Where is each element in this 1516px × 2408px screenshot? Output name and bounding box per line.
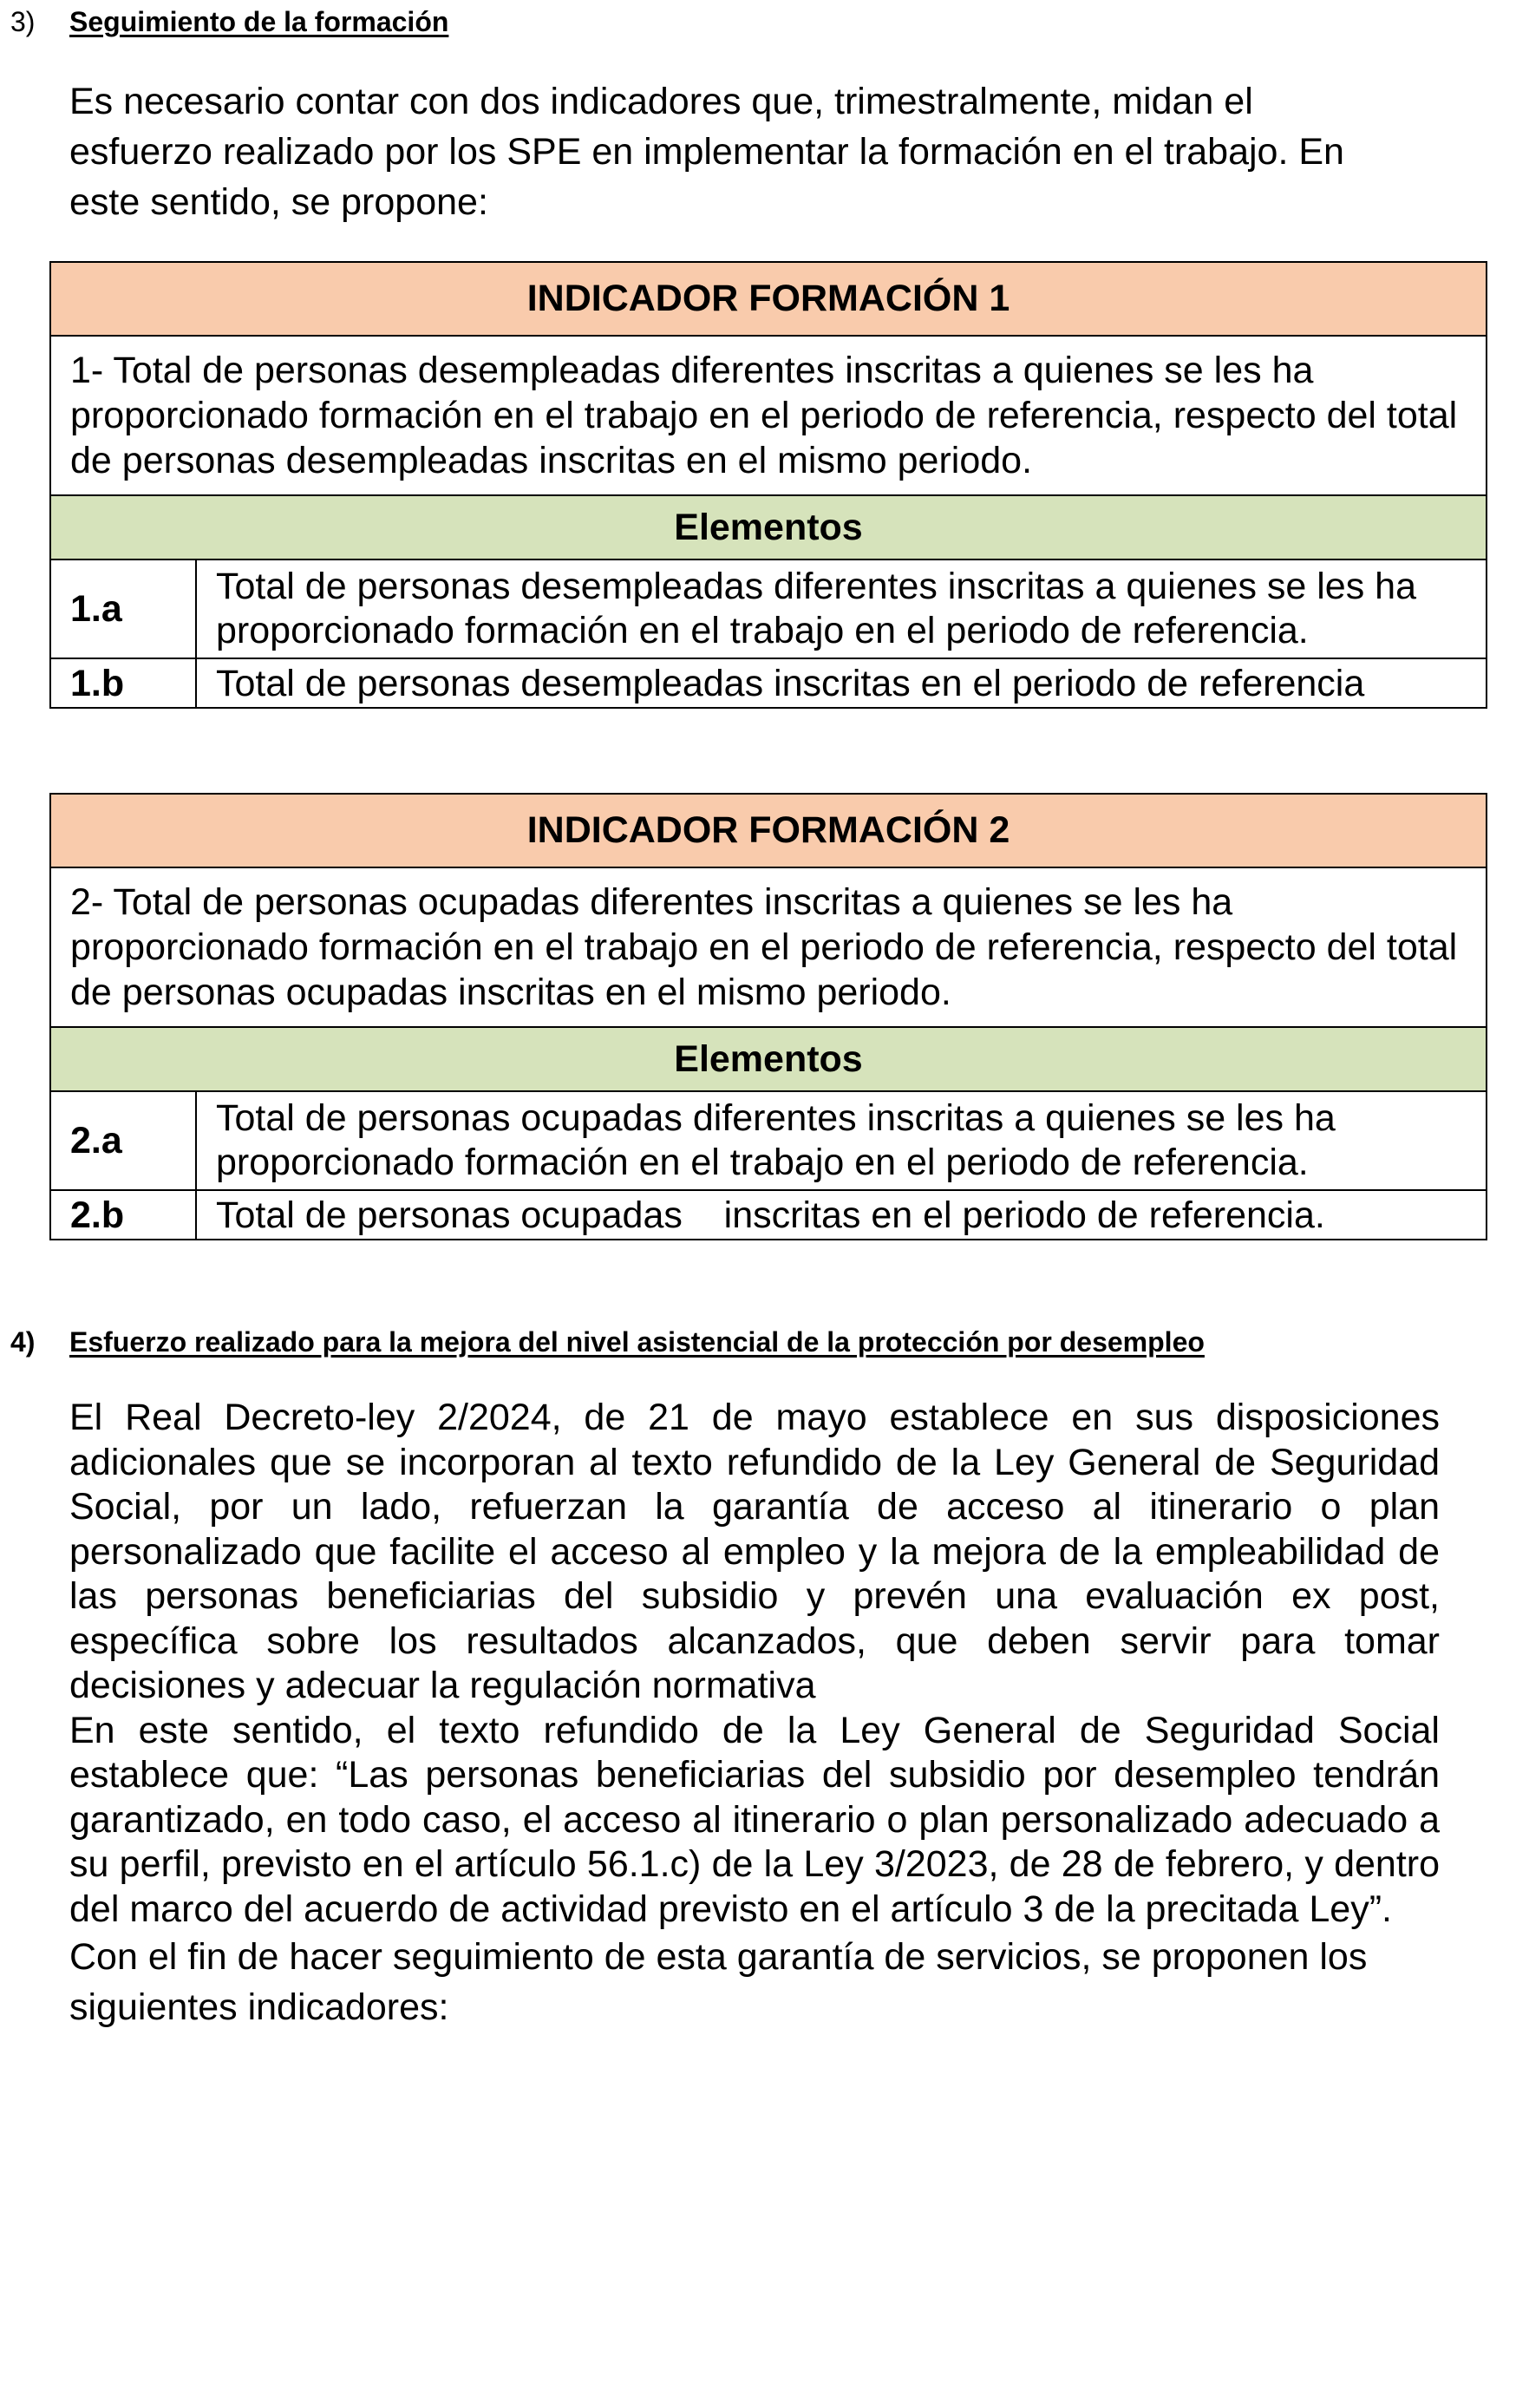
indicator-table-1 xyxy=(49,261,1487,709)
table-row xyxy=(50,658,1487,708)
section-number: 3) xyxy=(10,6,36,37)
element-code: 1.b xyxy=(50,658,196,708)
indicator-description-row xyxy=(50,867,1487,1027)
section-number: 4) xyxy=(10,1326,36,1358)
table-row xyxy=(50,559,1487,658)
indicator-description: 1- Total de personas desempleadas diferentes inscritas a quienes se les ha proporcionado formación en el trabajo en el periodo de referencia, respecto del total de personas desempleadas inscritas en el mismo periodo. xyxy=(50,336,1487,495)
elements-label: Elementos xyxy=(50,495,1487,559)
element-text: Total de personas ocupadas diferentes inscritas a quienes se les ha proporcionado formación en el trabajo en el periodo de referencia. xyxy=(196,1091,1487,1190)
section-3-intro: Es necesario contar con dos indicadores que, trimestralmente, midan el esfuerzo realizado por los SPE en implementar la formación en el trabajo. En este sentido, se propone: xyxy=(69,81,1344,223)
element-text: Total de personas desempleadas inscritas en el periodo de referencia xyxy=(196,658,1487,708)
element-code: 1.a xyxy=(50,559,196,658)
indicator-title: INDICADOR FORMACIÓN 1 xyxy=(50,262,1487,336)
element-text: Total de personas desempleadas diferentes inscritas a quienes se les ha proporcionado formación en el trabajo en el periodo de referencia. xyxy=(196,559,1487,658)
table-row xyxy=(50,1190,1487,1240)
section-3-heading xyxy=(10,4,448,39)
indicator-description: 2- Total de personas ocupadas diferentes inscritas a quienes se les ha proporcionado formación en el trabajo en el periodo de referencia, respecto del total de personas ocupadas inscritas en el mismo periodo. xyxy=(50,867,1487,1027)
body-paragraph: El Real Decreto-ley 2/2024, de 21 de mayo establece en sus disposiciones adicionales que se incorporan al texto refundido de la Ley General de Seguridad Social, por un lado, refuerzan la garantía de acceso al itinerario o plan personalizado que facilite el acceso al empleo y la mejora de la empleabilidad de las personas beneficiarias del subsidio y prevén una evaluación ex post, específica sobre los resultados alcanzados, que deben servir para tomar decisiones y adecuar la regulación normativa xyxy=(69,1397,1440,1706)
element-code: 2.a xyxy=(50,1091,196,1190)
body-paragraph: En este sentido, el texto refundido de la Ley General de Seguridad Social establece que: “Las personas beneficiarias del subsidio por desempleo tendrán garantizado, en todo caso, el acceso al itinerario o plan personalizado adecuado a su perfil, previsto en el artículo 56.1.c) de la Ley 3/2023, de 28 de febrero, y dentro del marco del acuerdo de actividad previsto en el artículo 3 de la precitada Ley”. xyxy=(69,1709,1440,1930)
indicator-header-row xyxy=(50,262,1487,336)
element-code: 2.b xyxy=(50,1190,196,1240)
section-title: Seguimiento de la formación xyxy=(69,6,449,37)
section-4-heading xyxy=(10,1325,1205,1359)
indicator-header-row xyxy=(50,794,1487,867)
body-paragraph: Con el fin de hacer seguimiento de esta garantía de servicios, se proponen los siguientes indicadores: xyxy=(69,1936,1368,2028)
elements-header-row xyxy=(50,1027,1487,1091)
indicator-description-row xyxy=(50,336,1487,495)
section-4-body xyxy=(69,1396,1440,2032)
table-row xyxy=(50,1091,1487,1190)
indicator-table-2 xyxy=(49,793,1487,1240)
elements-label: Elementos xyxy=(50,1027,1487,1091)
section-title: Esfuerzo realizado para la mejora del nivel asistencial de la protección por desempleo xyxy=(69,1326,1205,1358)
elements-header-row xyxy=(50,495,1487,559)
element-text: Total de personas ocupadas inscritas en el periodo de referencia. xyxy=(196,1190,1487,1240)
indicator-title: INDICADOR FORMACIÓN 2 xyxy=(50,794,1487,867)
